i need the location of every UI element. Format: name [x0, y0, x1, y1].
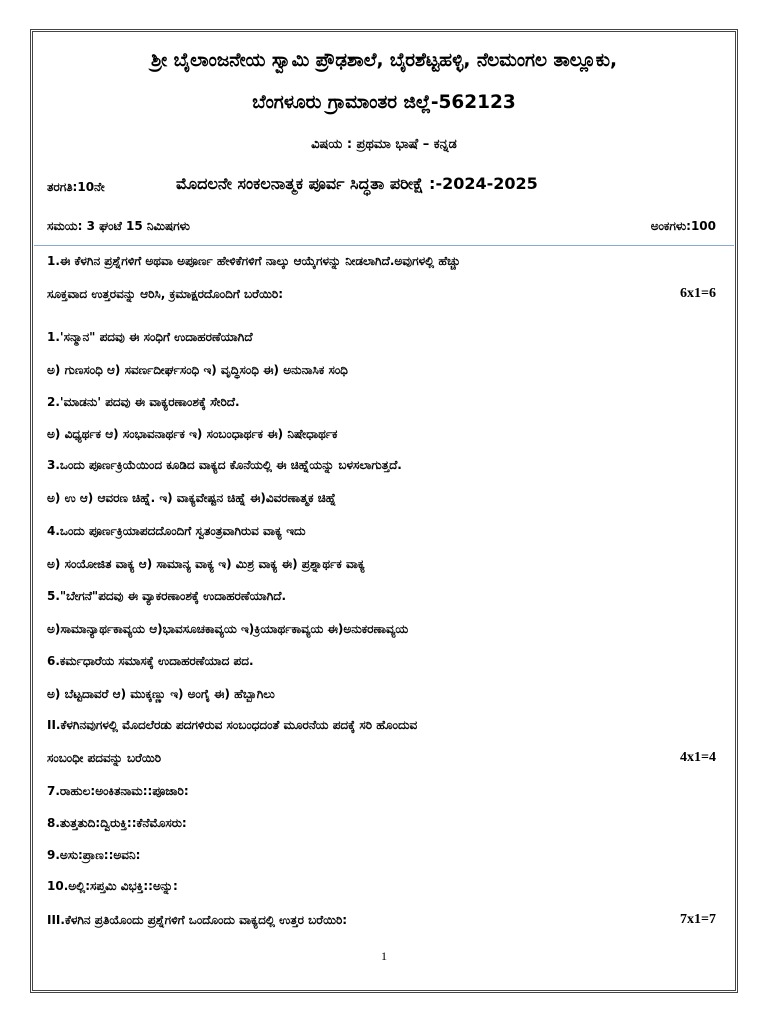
question-3: 3.ಒಂದು ಪೂರ್ಣಕ್ರಿಯೆಯಿಂದ ಕೂಡಿದ ವಾಕ್ಯದ ಕೊನೆಯಲ್ಲಿ ಈ ಚಿಹ್ನೆಯನ್ನು ಬಳಸಲಾಗುತ್ತದೆ. — [47, 458, 402, 472]
question-2-options: ಅ) ವಿಧ್ಯರ್ಥಕ ಆ) ಸಂಭಾವನಾರ್ಥಕ ಇ) ಸಂಬಂಧಾರ್ಥಕ ಈ) ನಿಷೇಧಾರ್ಥಕ — [47, 427, 338, 441]
question-1: 1.'ಸನ್ಮಾನ" ಪದವು ಈ ಸಂಧಿಗೆ ಉದಾಹರಣೆಯಾಗಿದೆ — [47, 330, 253, 344]
question-4-options: ಅ) ಸಂಯೋಜಿತ ವಾಕ್ಯ ಆ) ಸಾಮಾನ್ಯ ವಾಕ್ಯ ಇ) ಮಿಶ್ರ ವಾಕ್ಯ ಈ) ಪ್ರಶ್ನಾರ್ಥಕ ವಾಕ್ಯ — [47, 557, 365, 571]
question-2: 2.'ಮಾಡನು' ಪದವು ಈ ವಾಕ್ಯರಣಾಂಶಕ್ಕೆ ಸೇರಿದೆ. — [47, 395, 240, 409]
question-1-options: ಅ) ಗುಣಸಂಧಿ ಆ) ಸವರ್ಣದೀರ್ಘಸಂಧಿ ಇ) ವೃದ್ಧಿಸಂಧಿ ಈ) ಅನುನಾಸಿಕ ಸಂಧಿ — [47, 363, 348, 377]
section1-marks: 6x1=6 — [680, 286, 716, 301]
school-name-line1: ಶ್ರೀ ಬೈಲಾಂಜನೇಯ ಸ್ವಾಮಿ ಪ್ರೌಢಶಾಲೆ, ಬೈರಶೆಟ್ಟಹಳ್ಳಿ, ನೆಲಮಂಗಲ ತಾಲ್ಲೂಕು, — [150, 50, 618, 71]
question-7: 7.ರಾಹುಲ:ಅಂಕಿತನಾಮ::ಪೂಜಾರಿ: — [47, 784, 189, 798]
section2-instruction-line1: II.ಕೆಳಗಿನವುಗಳಲ್ಲಿ ಮೊದಲೆರಡು ಪದಗಳಿರುವ ಸಂಬಂಧದಂತೆ ಮೂರನೆಯ ಪದಕ್ಕೆ ಸರಿ ಹೊಂದುವ — [47, 718, 418, 732]
question-6: 6.ಕರ್ಮಧಾರೆಯ ಸಮಾಸಕ್ಕೆ ಉದಾಹರಣೆಯಾದ ಪದ. — [47, 654, 254, 668]
question-3-options: ಅ) ಉ ಆ) ಆವರಣ ಚಿಹ್ನೆ. ಇ) ವಾಕ್ಯವೇಷ್ಟನ ಚಿಹ್ನೆ ಈ)ವಿವರಣಾತ್ಮಕ ಚಿಹ್ನೆ — [47, 491, 337, 505]
class-label: ತರಗತಿ:10ನೇ — [47, 180, 105, 194]
subject-line: ವಿಷಯ : ಪ್ರಥಮಾ ಭಾಷೆ – ಕನ್ನಡ — [311, 137, 457, 152]
question-8: 8.ತುತ್ತತುದಿ:ದ್ವಿರುಕ್ತಿ::ಕೆನೆಮೊಸರು: — [47, 816, 187, 830]
question-4: 4.ಒಂದು ಪೂರ್ಣಕ್ರಿಯಾಪದದೊಂದಿಗೆ ಸ್ವತಂತ್ರವಾಗಿರುವ ವಾಕ್ಯ ಇದು — [47, 524, 306, 538]
school-name-line2: ಬೆಂಗಳೂರು ಗ್ರಾಮಾಂತರ ಜಿಲ್ಲೆ-562123 — [252, 92, 516, 113]
section3-instruction: III.ಕೆಳಗಿನ ಪ್ರತಿಯೊಂದು ಪ್ರಶ್ನೆಗಳಿಗೆ ಒಂದೊಂದು ವಾಕ್ಯದಲ್ಲಿ ಉತ್ತರ ಬರೆಯಿರಿ: — [47, 913, 348, 927]
section2-marks: 4x1=4 — [680, 750, 716, 765]
exam-title: ಮೊದಲನೇ ಸಂಕಲನಾತ್ಮಕ ಪೂರ್ವ ಸಿದ್ಧತಾ ಪರೀಕ್ಷೆ :-2024-2025 — [176, 174, 538, 193]
question-6-options: ಅ) ಬೆಟ್ಟದಾವರೆ ಆ) ಮುಕ್ಕಣ್ಣು ಇ) ಅಂಗೈ ಈ) ಹೆಬ್ಬಾಗಿಲು — [47, 687, 275, 701]
section1-instruction-line2: ಸೂಕ್ತವಾದ ಉತ್ತರವನ್ನು ಆರಿಸಿ, ಕ್ರಮಾಕ್ಷರದೊಂದಿಗೆ ಬರೆಯಿರಿ: — [47, 287, 283, 301]
section2-instruction-line2: ಸಂಬಂಧೀ ಪದವನ್ನು ಬರೆಯಿರಿ — [47, 751, 162, 765]
question-9: 9.ಅಸು:ಪ್ರಾಣ::ಅವನಿ: — [47, 848, 141, 862]
question-10: 10.ಅಲ್ಲಿ:ಸಪ್ತಮಿ ವಿಭಕ್ತಿ::ಅನ್ನು: — [47, 879, 178, 893]
section3-marks: 7x1=7 — [680, 912, 716, 927]
total-marks: ಅಂಕಗಳು:100 — [650, 219, 716, 233]
question-5-options: ಅ)ಸಾಮಾನ್ಯಾರ್ಥಕಾವ್ಯಯ ಆ)ಭಾವಸೂಚಕಾವ್ಯಯ ಇ)ಕ್ರಿಯಾರ್ಥಕಾವ್ಯಯ ಈ)ಅನುಕರಣಾವ್ಯಯ — [47, 622, 409, 636]
header-divider — [34, 245, 734, 246]
question-5: 5."ಬೇಗನೆ"ಪದವು ಈ ವ್ಯಾಕರಣಾಂಶಕ್ಕೆ ಉದಾಹರಣೆಯಾಗಿದೆ. — [47, 589, 287, 603]
time-label: ಸಮಯ: 3 ಘಂಟೆ 15 ನಿಮಿಷಗಳು — [47, 219, 190, 233]
section1-instruction-line1: 1.ಈ ಕೆಳಗಿನ ಪ್ರಶ್ನೆಗಳಿಗೆ ಅಥವಾ ಅಪೂರ್ಣ ಹೇಳಿಕೆಗಳಿಗೆ ನಾಲ್ಕು ಆಯ್ಕೆಗಳನ್ನು ನೀಡಲಾಗಿದೆ.ಅವುಗಳಲ್ಲಿ ಹೆಚ್ಚು — [47, 254, 461, 268]
page-number: 1 — [381, 949, 387, 963]
